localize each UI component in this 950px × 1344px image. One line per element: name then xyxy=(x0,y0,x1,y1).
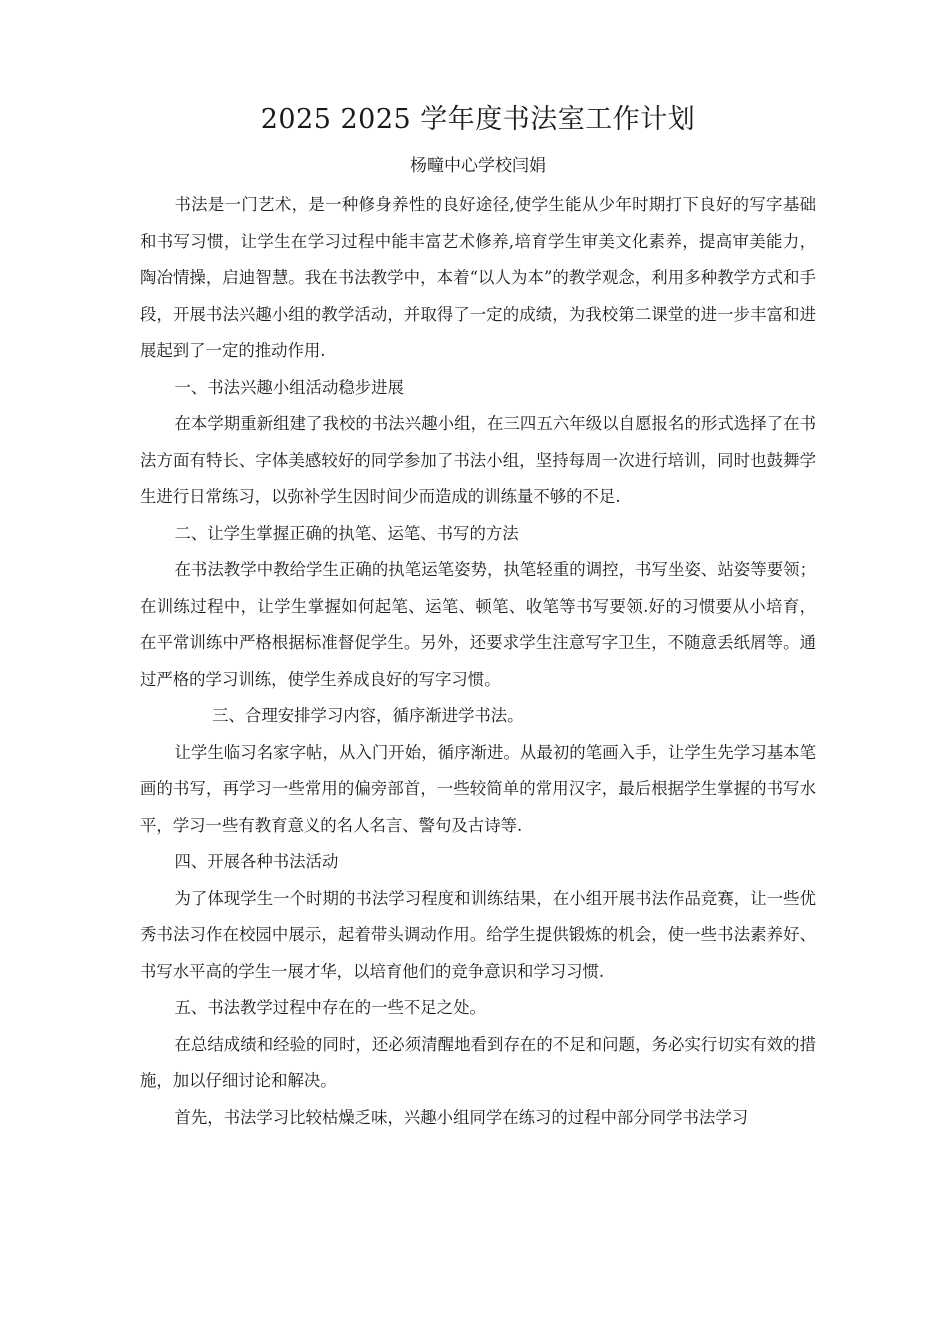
document-author: 杨疃中心学校闫娟 xyxy=(410,156,546,176)
section-body-5: 在总结成绩和经验的同时，还必须清醒地看到存在的不足和问题，务必实行切实有效的措施，加以仔细讨论和解决。 xyxy=(140,1034,816,1090)
section-body-2: 在书法教学中教给学生正确的执笔运笔姿势，执笔轻重的调控，书写坐姿、站姿等要领；在训练过程中，让学生掌握如何起笔、运笔、顿笔、收笔等书写要领.好的习惯要从小培育，在平常训练中严格根据标准督促学生。另外，还要求学生注意写字卫生，不随意丢纸屑等。通过严格的学习训练，使学生养成良好的写字习惯。 xyxy=(140,560,816,689)
section-heading-2: 二、让学生掌握正确的执笔、运笔、书写的方法 xyxy=(174,523,519,543)
document-title: 2025 2025 学年度书法室工作计划 xyxy=(260,104,696,135)
section-body-5-continued: 首先，书法学习比较枯燥乏味，兴趣小组同学在练习的过程中部分同学书法学习 xyxy=(174,1107,749,1127)
section-heading-3: 三、合理安排学习内容，循序渐进学书法。 xyxy=(212,706,524,725)
section-body-3: 让学生临习名家字帖，从入门开始，循序渐进。从最初的笔画入手，让学生先学习基本笔画的书写，再学习一些常用的偏旁部首，一些较简单的常用汉字，最后根据学生掌握的书写水平，学习一些有教育意义的名人名言、警句及古诗等. xyxy=(140,742,816,835)
section-heading-4: 四、开展各种书法活动 xyxy=(174,852,339,871)
document-page xyxy=(140,100,816,1136)
section-heading-1: 一、书法兴趣小组活动稳步进展 xyxy=(174,377,404,397)
section-heading-5: 五、书法教学过程中存在的一些不足之处。 xyxy=(174,998,486,1017)
section-body-4: 为了体现学生一个时期的书法学习程度和训练结果，在小组开展书法作品竞赛，让一些优秀书法习作在校园中展示，起着带头调动作用。给学生提供锻炼的机会，使一些书法素养好、书写水平高的学生一展才华，以培育他们的竞争意识和学习习惯. xyxy=(140,888,816,981)
intro-paragraph: 书法是一门艺术，是一种修身养性的良好途径,使学生能从少年时期打下良好的写字基础和书写习惯，让学生在学习过程中能丰富艺术修养,培育学生审美文化素养，提高审美能力，陶冶情操，启迪智慧。我在书法教学中，本着“以人为本”的教学观念，利用多种教学方式和手段，开展书法兴趣小组的教学活动，并取得了一定的成绩，为我校第二课堂的进一步丰富和进展起到了一定的推动作用. xyxy=(140,195,816,360)
section-body-1: 在本学期重新组建了我校的书法兴趣小组，在三四五六年级以自愿报名的形式选择了在书法方面有特长、字体美感较好的同学参加了书法小组，坚持每周一次进行培训，同时也鼓舞学生进行日常练习，以弥补学生因时间少而造成的训练量不够的不足. xyxy=(140,414,816,506)
